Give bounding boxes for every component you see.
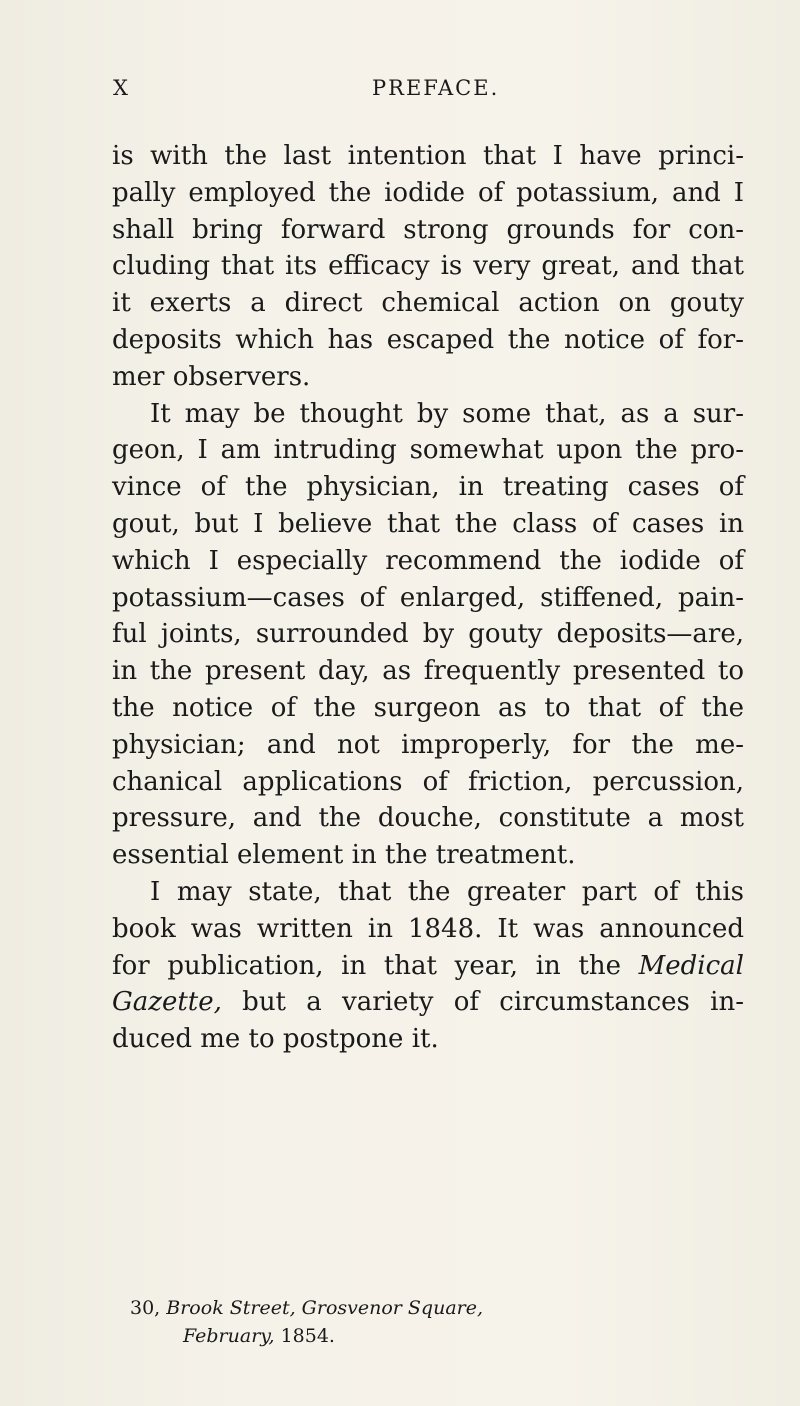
street-address: Brook Street, Grosvenor Square,: [166, 1297, 484, 1319]
text-line: ful joints, surrounded by gouty deposits—are,: [112, 619, 744, 650]
text-line: pally employed the iodide of potassium, and I: [112, 177, 744, 208]
date-month: February,: [183, 1325, 275, 1347]
running-title: PREFACE.: [372, 76, 500, 100]
journal-title: Medical: [638, 950, 745, 981]
text-line: mer observers.: [112, 361, 311, 392]
signature-address-line: [130, 1294, 630, 1322]
text-line: deposits which has escaped the notice of for-: [112, 324, 744, 355]
street-number: 30,: [130, 1297, 161, 1319]
text-line: cluding that its efficacy is very great, and that: [112, 251, 744, 282]
text-line: [112, 984, 744, 1021]
journal-title: Gazette,: [112, 987, 222, 1018]
text-fragment: for publication, in that year, in the: [112, 950, 621, 981]
text-line: is with the last intention that I have princi-: [112, 141, 744, 171]
text-line: It may be thought by some that, as a sur-: [150, 398, 744, 429]
text-line: in the present day, as frequently presented to: [112, 656, 744, 687]
text-line: geon, I am intruding somewhat upon the pro-: [112, 435, 744, 466]
text-line: the notice of the surgeon as to that of the: [112, 692, 744, 723]
signature-date-line: [130, 1322, 630, 1350]
text-line: gout, but I believe that the class of cases in: [112, 508, 744, 539]
date-year: 1854.: [280, 1325, 335, 1347]
preface-body: [112, 138, 744, 1058]
page-number: X: [113, 76, 129, 100]
text-line: essential element in the treatment.: [112, 840, 576, 871]
paragraph: [112, 396, 744, 874]
text-line: shall bring forward strong grounds for con-: [112, 214, 744, 245]
preface-signature: [130, 1294, 630, 1350]
text-fragment: but a variety of circumstances in-: [242, 987, 744, 1018]
text-line: which I especially recommend the iodide of: [112, 545, 744, 576]
page-header: [0, 76, 800, 106]
text-line: potassium—cases of enlarged, stiffened, pain-: [112, 582, 744, 613]
text-line: pressure, and the douche, constitute a most: [112, 803, 744, 834]
text-line: duced me to postpone it.: [112, 1024, 439, 1055]
text-line: [112, 948, 744, 985]
text-line: I may state, that the greater part of this: [150, 876, 744, 907]
text-line: vince of the physician, in treating cases of: [112, 472, 744, 503]
text-line: it exerts a direct chemical action on gouty: [112, 288, 744, 319]
text-line: chanical applications of friction, percussion,: [112, 766, 744, 797]
paragraph: [112, 138, 744, 396]
paragraph: [112, 874, 744, 1058]
text-line: physician; and not improperly, for the me-: [112, 729, 744, 760]
text-line: book was written in 1848. It was announced: [112, 913, 744, 944]
